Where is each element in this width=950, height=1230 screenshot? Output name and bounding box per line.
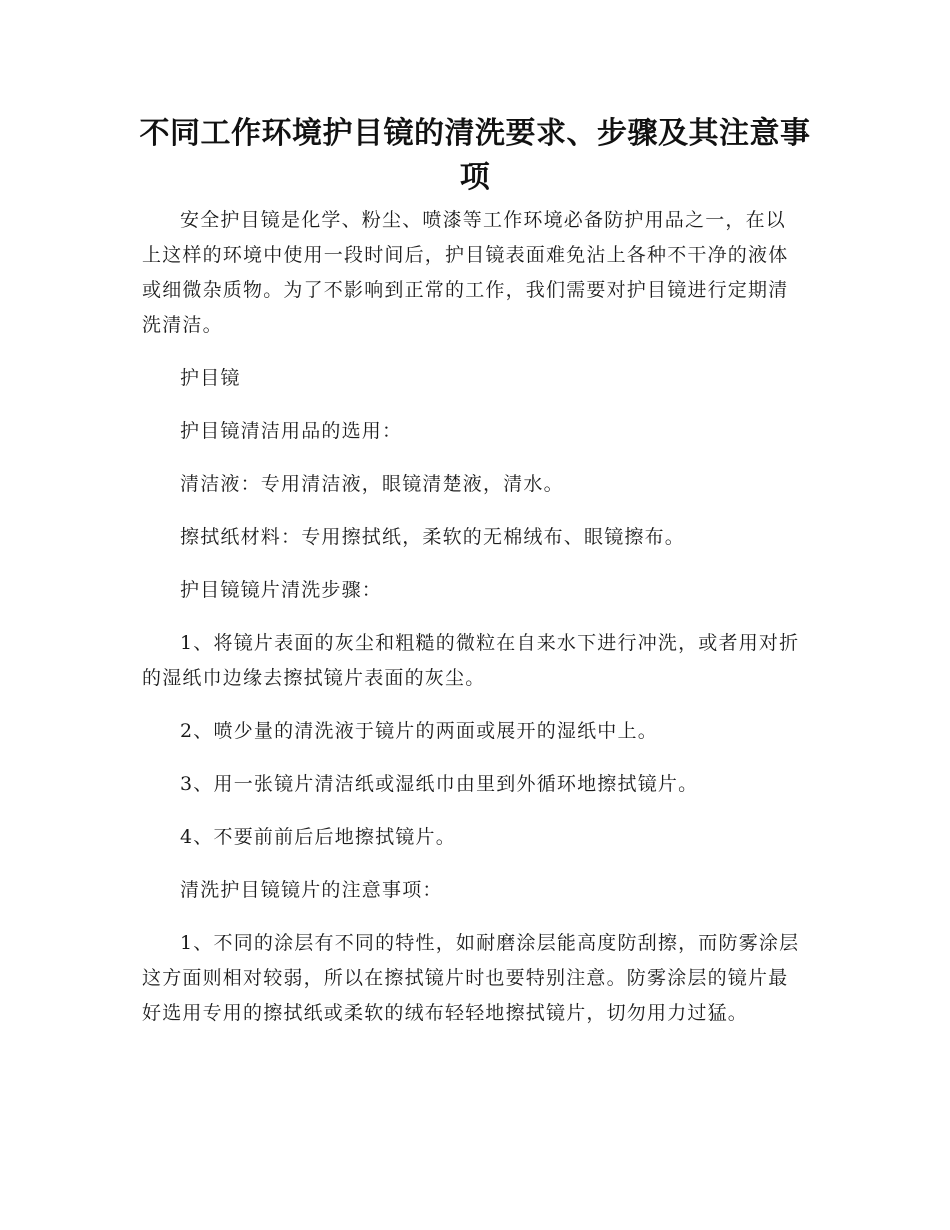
paragraph-notes-heading: 清洗护目镜镜片的注意事项： (180, 879, 443, 901)
document-body (142, 203, 804, 1031)
paragraph-goggles-heading: 护目镜 (180, 367, 241, 389)
paragraph-cleaning-liquid: 清洁液：专用清洁液，眼镜清楚液，清水。 (180, 473, 564, 495)
paragraph-step-2: 2、喷少量的清洗液于镜片的两面或展开的湿纸中上。 (180, 720, 658, 742)
paragraph-step-3: 3、用一张镜片清洁纸或湿纸巾由里到外循环地擦拭镜片。 (180, 773, 699, 795)
document-title: 不同工作环境护目镜的清洗要求、步骤及其注意事项 (139, 116, 811, 195)
paragraph-wiping-material: 擦拭纸材料：专用擦拭纸，柔软的无棉绒布、眼镜擦布。 (180, 526, 686, 548)
paragraph-supplies-heading: 护目镜清洁用品的选用： (180, 420, 403, 442)
paragraph-steps-heading: 护目镜镜片清洗步骤： (180, 579, 383, 601)
paragraph-step-4: 4、不要前前后后地擦拭镜片。 (180, 826, 456, 848)
paragraph-note-1: 1、不同的涂层有不同的特性，如耐磨涂层能高度防刮擦，而防雾涂层这方面则相对较弱，所以在擦拭镜片时也要特别注意。防雾涂层的镜片最好选用专用的擦拭纸或柔软的绒布轻轻地擦拭镜片，切勿用力过猛。 (142, 932, 800, 1024)
paragraph-intro: 安全护目镜是化学、粉尘、喷漆等工作环境必备防护用品之一，在以上这样的环境中使用一段时间后，护目镜表面难免沾上各种不干净的液体或细微杂质物。为了不影响到正常的工作，我们需要对护目镜进行定期清洗清洁。 (142, 209, 789, 336)
paragraph-step-1: 1、将镜片表面的灰尘和粗糙的微粒在自来水下进行冲洗，或者用对折的湿纸巾边缘去擦拭镜片表面的灰尘。 (142, 632, 800, 689)
